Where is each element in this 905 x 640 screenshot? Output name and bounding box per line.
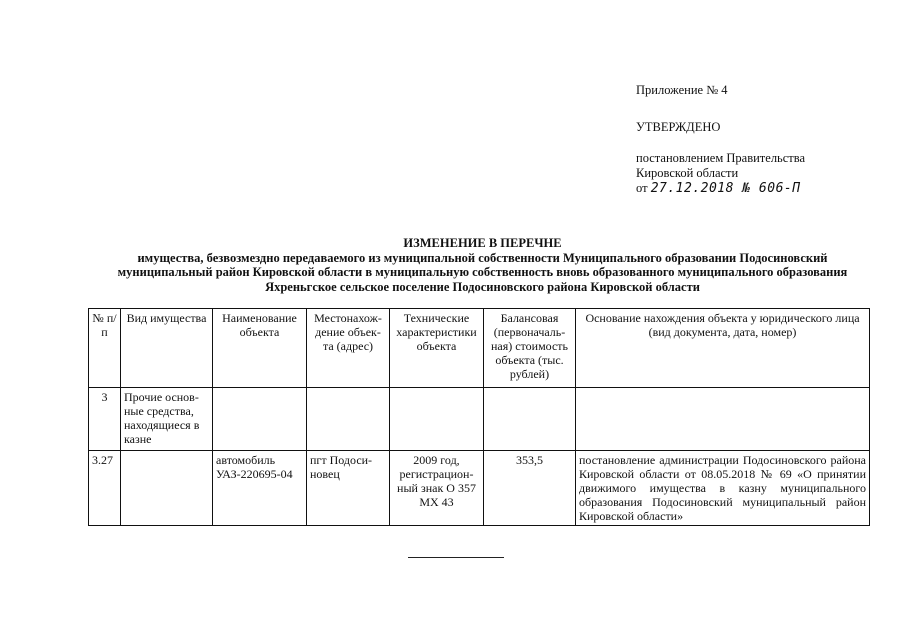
cell-item-basis: постановление администрации Подосиновского района Кировской области от 08.05.2018 № 69 «О принятии движимого имущества в казну муниципального образования Подосиновский муниципальный район Кировской области» xyxy=(576,451,870,526)
col-header-number: № п/п xyxy=(89,309,121,388)
cell-empty xyxy=(390,388,484,451)
document-title xyxy=(60,236,905,294)
col-header-value: Балансовая (первоначаль-ная) стоимость объекта (тыс. рублей) xyxy=(484,309,576,388)
table-row-category xyxy=(89,388,870,451)
decree-prefix: от xyxy=(636,181,648,195)
title-line-2: муниципальный район Кировской области в муниципальную собственность вновь образованного муниципального образования xyxy=(117,265,848,279)
property-table xyxy=(88,308,870,526)
cell-empty xyxy=(484,388,576,451)
col-header-name: Наименование объекта xyxy=(213,309,307,388)
decree-line-1: постановлением Правительства xyxy=(636,151,806,165)
decree-line-3 xyxy=(636,181,805,196)
title-line-3: Яхреньгское сельское поселение Подосиновского района Кировской области xyxy=(265,279,700,294)
decree-reference xyxy=(636,151,805,196)
cell-category-kind: Прочие основ-ные средства, находящиеся в казне xyxy=(121,388,213,451)
cell-item-name: автомобиль УАЗ-220695-04 xyxy=(213,451,307,526)
cell-empty xyxy=(576,388,870,451)
title-heading: ИЗМЕНЕНИЕ В ПЕРЕЧНЕ xyxy=(403,236,562,250)
cell-empty xyxy=(213,388,307,451)
cell-item-specs: 2009 год, регистрацион-ный знак О 357 МХ 43 xyxy=(390,451,484,526)
col-header-kind: Вид имущества xyxy=(121,309,213,388)
cell-item-value: 353,5 xyxy=(484,451,576,526)
table-header-row xyxy=(89,309,870,388)
cell-empty xyxy=(307,388,390,451)
end-divider xyxy=(408,557,504,558)
table-row-item xyxy=(89,451,870,526)
col-header-specs: Технические характеристики объекта xyxy=(390,309,484,388)
col-header-basis: Основание нахождения объекта у юридического лица (вид документа, дата, номер) xyxy=(576,309,870,388)
cell-item-number: 3.27 xyxy=(89,451,121,526)
title-line-1: имущества, безвозмездно передаваемого из муниципальной собственности Муниципального образовании Подосиновский xyxy=(137,250,828,265)
approved-label: УТВЕРЖДЕНО xyxy=(636,120,721,134)
cell-category-number: 3 xyxy=(89,388,121,451)
decree-line-2: Кировской области xyxy=(636,166,739,180)
decree-handwritten-number: 27.12.2018 № 606-П xyxy=(650,181,801,196)
cell-item-location: пгт Подоси-новец xyxy=(307,451,390,526)
col-header-location: Местонахож-дение объек-та (адрес) xyxy=(307,309,390,388)
appendix-number: Приложение № 4 xyxy=(636,83,728,97)
cell-item-kind xyxy=(121,451,213,526)
